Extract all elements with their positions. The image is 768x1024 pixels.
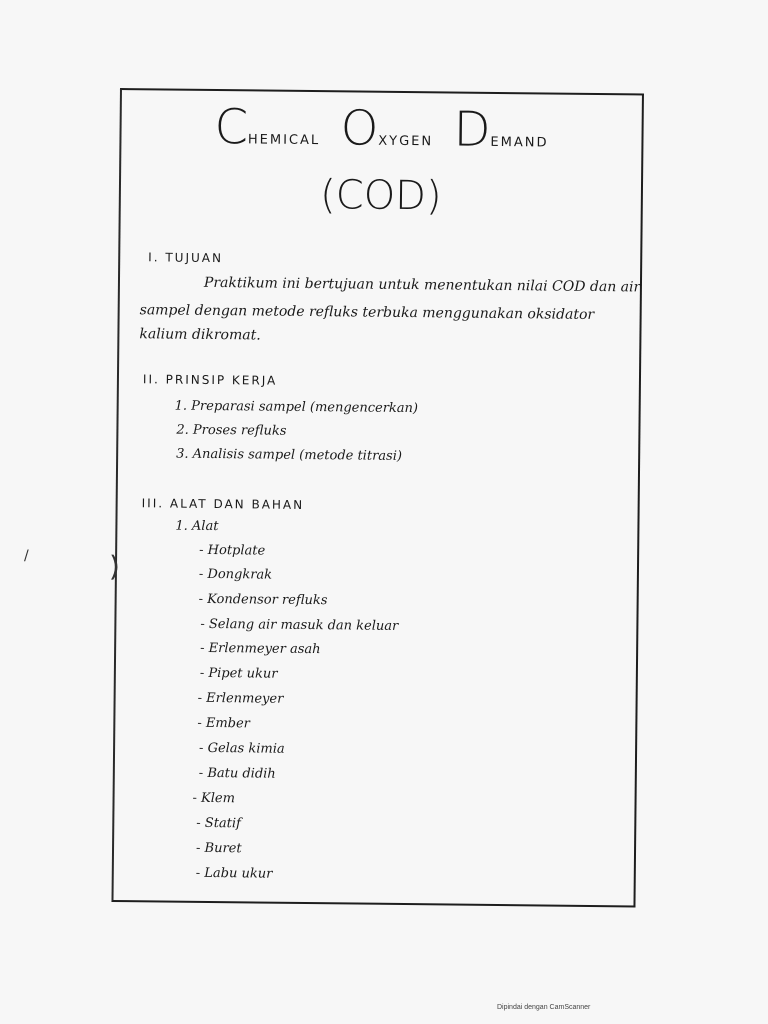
alat-item: - Batu didih xyxy=(198,765,276,782)
alat-item: - Erlenmeyer asah xyxy=(200,640,321,658)
alat-item: - Ember xyxy=(197,715,251,732)
tujuan-line-2: sampel dengan metode refluks terbuka menggunakan oksidator xyxy=(139,302,595,323)
title-initial-o: O xyxy=(340,100,379,157)
alat-item: - Klem xyxy=(192,790,236,807)
alat-item: - Erlenmeyer xyxy=(197,690,284,707)
section-heading-tujuan: I. TUJUAN xyxy=(148,250,224,266)
prinsip-item-1: 1. Preparasi sampel (mengencerkan) xyxy=(174,398,419,417)
tujuan-line-3: kalium dikromat. xyxy=(139,326,261,344)
section-heading-alat-dan-bahan: III. ALAT DAN BAHAN xyxy=(141,496,305,512)
alat-item: - Pipet ukur xyxy=(199,665,278,682)
alat-item: - Kondensor refluks xyxy=(198,591,328,609)
alat-item: - Hotplate xyxy=(199,542,266,559)
title-word-demand: EMAND xyxy=(490,134,549,151)
scanner-watermark: Dipindai dengan CamScanner xyxy=(497,1004,591,1011)
alat-item: - Selang air masuk dan keluar xyxy=(200,616,399,634)
alat-item: - Labu ukur xyxy=(195,865,273,882)
title-word-oxygen: XYGEN xyxy=(378,133,434,150)
title-abbreviation: (COD) xyxy=(319,172,442,220)
page-title xyxy=(121,98,642,159)
alat-item: - Dongkrak xyxy=(198,566,273,583)
title-initial-d: D xyxy=(453,101,491,158)
tujuan-line-1: Praktikum ini bertujuan untuk menentukan nilai COD dan air xyxy=(203,274,641,296)
prinsip-item-3: 3. Analisis sampel (metode titrasi) xyxy=(176,446,403,464)
alat-subheading: 1. Alat xyxy=(175,518,219,535)
notebook-page xyxy=(108,88,643,907)
section-heading-prinsip-kerja: II. PRINSIP KERJA xyxy=(142,372,278,388)
title-initial-c: C xyxy=(214,98,249,156)
title-word-chemical: HEMICAL xyxy=(247,132,321,149)
alat-item: - Statif xyxy=(196,815,241,832)
margin-bracket: ) xyxy=(108,549,121,584)
alat-item: - Buret xyxy=(195,840,242,857)
alat-item: - Gelas kimia xyxy=(199,740,285,757)
stray-mark: / xyxy=(24,548,29,564)
prinsip-item-2: 2. Proses refluks xyxy=(176,422,287,439)
